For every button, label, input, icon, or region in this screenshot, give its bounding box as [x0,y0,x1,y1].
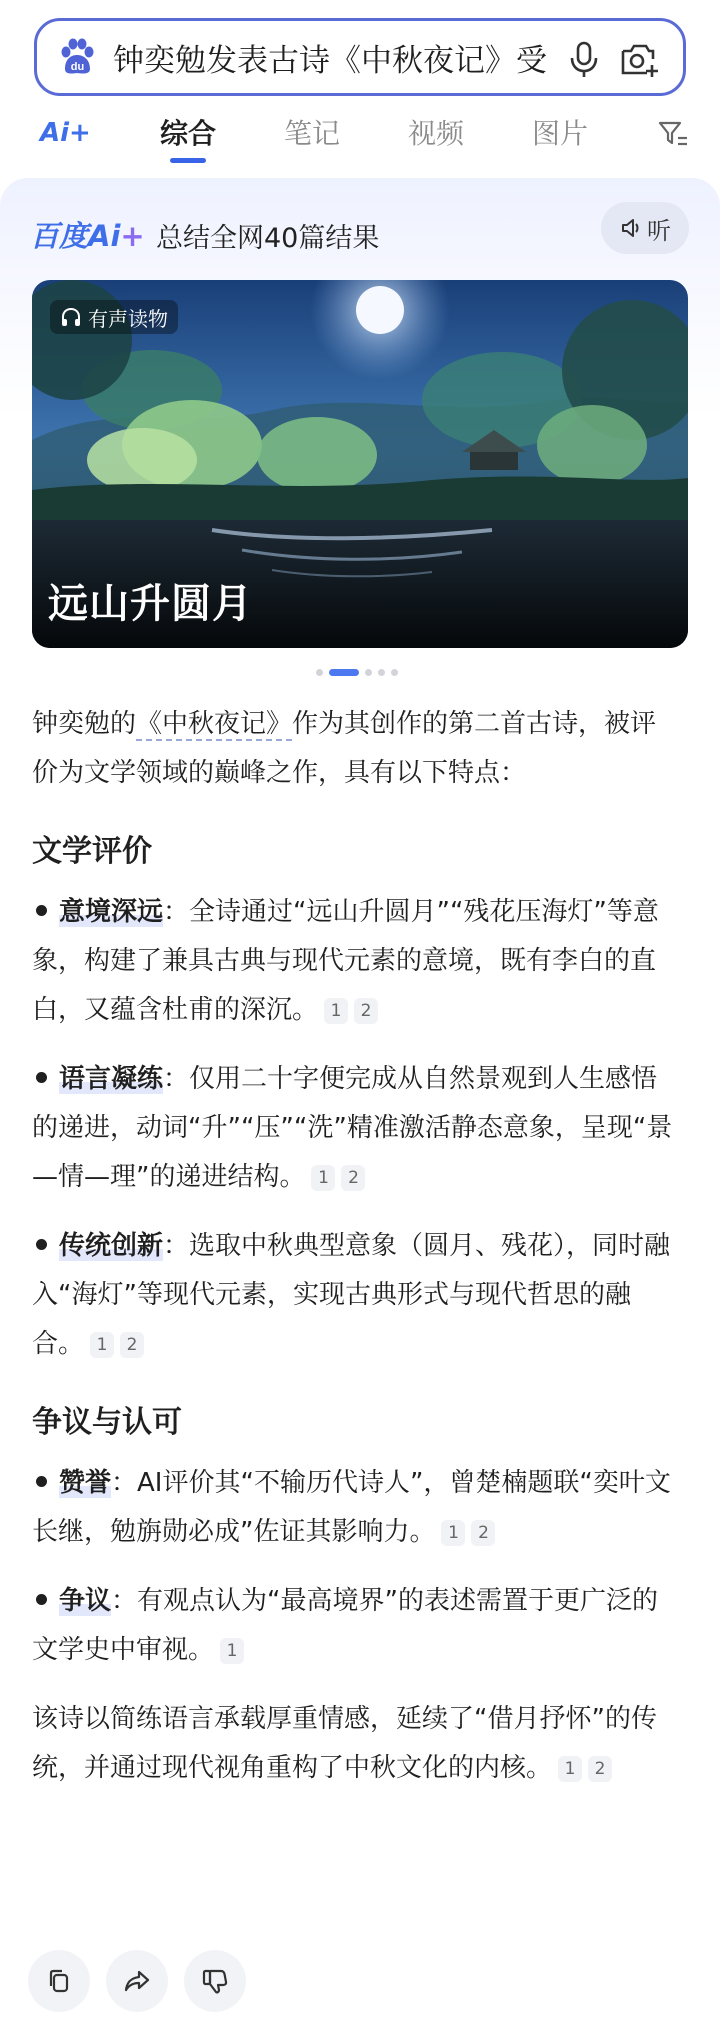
list-item [32,1055,682,1202]
svg-text:du: du [70,61,85,73]
term[interactable]: 语言凝练 [59,1064,164,1094]
conclusion-paragraph [32,1695,682,1793]
list-item [32,888,682,1035]
tab-ai[interactable]: Ai+ [40,118,91,148]
citation[interactable]: 1 [558,1756,582,1782]
tab-bar [0,108,720,164]
intro-text: 钟奕勉的 [32,709,137,739]
citation[interactable]: 1 [441,1520,465,1546]
hero-title: 远山升圆月 [48,581,253,627]
conclusion-text: 该诗以简练语言承载厚重情感，延续了“借月抒怀”的传统，并通过现代视角重构了中秋文化的内核。 [32,1704,657,1783]
carousel-dot[interactable] [378,669,385,676]
list-item [32,1222,682,1369]
term[interactable]: 传统创新 [59,1231,164,1261]
headphones-icon [60,306,82,328]
intro-paragraph [32,700,682,798]
bullet-dot [36,1476,47,1487]
item-text: ：选取中秋典型意象（圆月、残花），同时融入“海灯”等现代元素，实现古典形式与现代哲思的融合。 [32,1231,671,1359]
baidu-ai-logo: 百度Ai+ [30,219,145,253]
audio-book-badge [50,300,178,334]
share-button[interactable] [106,1950,168,2012]
list-item [32,1577,682,1675]
term[interactable]: 争议 [59,1586,112,1616]
term[interactable]: 意境深远 [59,897,164,927]
citation[interactable]: 2 [588,1756,612,1782]
item-text: ：仅用二十字便完成从自然景观到人生感悟的递进，动词“升”“压”“洗”精准激活静态意象，呈现“景—情—理”的递进结构。 [32,1064,673,1192]
tab-images[interactable]: 图片 [532,117,589,150]
ai-summary-card [0,178,720,2024]
poem-link[interactable]: 《中秋夜记》 [136,709,293,739]
carousel-indicator [316,668,404,676]
citation[interactable]: 1 [220,1638,244,1664]
citation[interactable]: 2 [120,1332,144,1358]
citation[interactable]: 1 [311,1165,335,1191]
citation[interactable]: 2 [341,1165,365,1191]
camera-search-icon[interactable] [619,39,661,79]
citation[interactable]: 2 [354,998,378,1024]
speaker-icon [619,216,643,240]
baidu-paw-icon [57,37,97,77]
listen-label: 听 [647,216,671,245]
tab-video[interactable]: 视频 [408,117,465,150]
tab-comprehensive[interactable]: 综合 [160,117,217,150]
dislike-icon [201,1967,229,1995]
term[interactable]: 赞誉 [59,1468,112,1498]
copy-button[interactable] [28,1950,90,2012]
answer-body [32,700,682,1793]
intro-text: 作为其创作的第二首古诗，被评价为文学领域的巅峰之作，具有以下特点： [32,709,657,788]
section-title: 文学评价 [32,834,152,869]
carousel-dot[interactable] [316,669,323,676]
bullet-dot [36,1072,47,1083]
item-text: ：有观点认为“最高境界”的表述需置于更广泛的文学史中审视。 [32,1586,658,1665]
bullet-dot [36,905,47,916]
list-item [32,1459,682,1557]
hero-image[interactable] [32,280,688,648]
section-title: 争议与认可 [32,1405,182,1440]
carousel-dot[interactable] [365,669,372,676]
carousel-dot[interactable] [391,669,398,676]
search-input[interactable]: 钟奕勉发表古诗《中秋夜记》受 [113,42,547,79]
search-bar[interactable] [34,18,686,96]
bullet-dot [36,1239,47,1250]
summary-text: 总结全网40篇结果 [156,223,380,254]
citation[interactable]: 2 [471,1520,495,1546]
filter-icon[interactable] [658,120,688,148]
dislike-button[interactable] [184,1950,246,2012]
tab-notes[interactable]: 笔记 [284,117,341,150]
citation[interactable]: 1 [324,998,348,1024]
copy-icon [45,1967,73,1995]
share-icon [123,1967,151,1995]
item-text: ：AI评价其“不输历代诗人”，曾楚楠题联“奕叶文长继，勉旃勋必成”佐证其影响力。 [32,1468,671,1547]
answer-actions [28,1950,262,2012]
microphone-icon[interactable] [569,41,599,79]
audio-book-label: 有声读物 [88,306,168,331]
item-text: ：全诗通过“远山升圆月”“残花压海灯”等意象，构建了兼具古典与现代元素的意境，既有李白的直白，又蕴含杜甫的深沉。 [32,897,659,1025]
listen-button[interactable] [601,202,689,254]
carousel-dot-active[interactable] [329,669,359,676]
citation[interactable]: 1 [90,1332,114,1358]
active-tab-indicator [170,158,206,163]
bullet-dot [36,1594,47,1605]
